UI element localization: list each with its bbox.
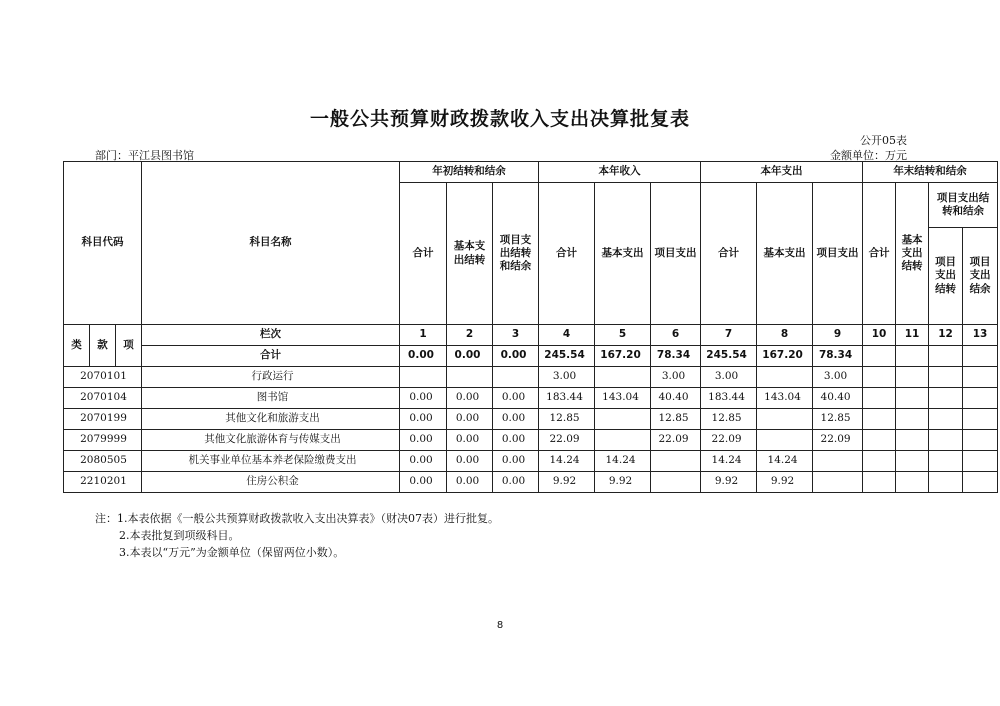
amount-cell: 0.00 xyxy=(493,388,539,409)
column-number: 2 xyxy=(447,325,493,346)
column-number: 7 xyxy=(701,325,757,346)
total-cell xyxy=(863,346,896,367)
amount-cell: 0.00 xyxy=(400,451,447,472)
amount-cell xyxy=(896,430,929,451)
amount-cell xyxy=(963,367,998,388)
amount-cell: 143.04 xyxy=(595,388,651,409)
amount-cell xyxy=(863,472,896,493)
amount-cell: 22.09 xyxy=(813,430,863,451)
amount-cell xyxy=(929,367,963,388)
amount-cell: 14.24 xyxy=(701,451,757,472)
subject-code-cell: 2210201 xyxy=(64,472,142,493)
subject-name-cell: 住房公积金 xyxy=(142,472,400,493)
subject-code-cell: 2070101 xyxy=(64,367,142,388)
amount-cell: 12.85 xyxy=(539,409,595,430)
amount-cell: 3.00 xyxy=(813,367,863,388)
amount-cell: 0.00 xyxy=(447,409,493,430)
amount-cell xyxy=(896,451,929,472)
amount-cell xyxy=(963,451,998,472)
column-number: 6 xyxy=(651,325,701,346)
table-row xyxy=(64,388,998,409)
column-number: 11 xyxy=(896,325,929,346)
total-cell: 167.20 xyxy=(757,346,813,367)
total-cell: 0.00 xyxy=(400,346,447,367)
amount-cell: 0.00 xyxy=(493,451,539,472)
amount-cell xyxy=(929,430,963,451)
total-cell: 78.34 xyxy=(651,346,701,367)
header-begin-total: 合计 xyxy=(400,183,447,325)
budget-table xyxy=(63,161,998,493)
amount-cell: 40.40 xyxy=(813,388,863,409)
note-line: 2.本表批复到项级科目。 xyxy=(119,529,240,542)
amount-cell: 3.00 xyxy=(701,367,757,388)
amount-cell: 0.00 xyxy=(493,472,539,493)
amount-cell xyxy=(929,388,963,409)
amount-cell xyxy=(929,409,963,430)
department-label: 部门：平江县图书馆 xyxy=(95,149,194,162)
header-income-basic: 基本支出 xyxy=(595,183,651,325)
amount-cell: 22.09 xyxy=(701,430,757,451)
amount-cell: 183.44 xyxy=(539,388,595,409)
total-cell xyxy=(896,346,929,367)
page-number: 8 xyxy=(496,620,504,631)
amount-cell: 143.04 xyxy=(757,388,813,409)
amount-cell xyxy=(863,388,896,409)
header-income-total: 合计 xyxy=(539,183,595,325)
amount-cell xyxy=(595,409,651,430)
subject-name-cell: 机关事业单位基本养老保险缴费支出 xyxy=(142,451,400,472)
subject-code-cell: 2079999 xyxy=(64,430,142,451)
amount-cell: 22.09 xyxy=(539,430,595,451)
amount-cell: 12.85 xyxy=(701,409,757,430)
amount-cell xyxy=(757,409,813,430)
amount-cell: 9.92 xyxy=(701,472,757,493)
amount-cell: 3.00 xyxy=(651,367,701,388)
subject-code-cell: 2070199 xyxy=(64,409,142,430)
amount-cell xyxy=(863,451,896,472)
header-end-project-carryover: 项目支出结转 xyxy=(929,228,963,325)
total-cell: 245.54 xyxy=(539,346,595,367)
amount-cell xyxy=(595,367,651,388)
amount-cell xyxy=(813,472,863,493)
table-row xyxy=(64,430,998,451)
header-expense-project: 项目支出 xyxy=(813,183,863,325)
table-row xyxy=(64,451,998,472)
amount-cell xyxy=(863,430,896,451)
column-index-label: 栏次 xyxy=(142,325,400,346)
amount-cell: 0.00 xyxy=(447,472,493,493)
header-subject-code: 科目代码 xyxy=(64,162,142,325)
amount-cell: 9.92 xyxy=(595,472,651,493)
column-number: 3 xyxy=(493,325,539,346)
amount-cell: 22.09 xyxy=(651,430,701,451)
form-number: 公开05表 xyxy=(860,134,907,147)
amount-cell: 9.92 xyxy=(539,472,595,493)
column-number: 9 xyxy=(813,325,863,346)
header-end-project-surplus: 项目支出结余 xyxy=(963,228,998,325)
amount-cell xyxy=(813,451,863,472)
amount-cell xyxy=(757,430,813,451)
column-number: 8 xyxy=(757,325,813,346)
amount-cell xyxy=(400,367,447,388)
amount-cell xyxy=(929,451,963,472)
header-end-project-group: 项目支出结转和结余 xyxy=(929,183,998,228)
amount-cell xyxy=(963,472,998,493)
column-number: 10 xyxy=(863,325,896,346)
column-number: 1 xyxy=(400,325,447,346)
total-cell: 0.00 xyxy=(493,346,539,367)
subject-code-cell: 2070104 xyxy=(64,388,142,409)
subject-name-cell: 其他文化旅游体育与传媒支出 xyxy=(142,430,400,451)
header-lei: 类 xyxy=(64,325,90,367)
notes xyxy=(95,510,499,561)
amount-cell xyxy=(963,430,998,451)
subject-name-cell: 其他文化和旅游支出 xyxy=(142,409,400,430)
amount-cell xyxy=(929,472,963,493)
amount-cell: 12.85 xyxy=(813,409,863,430)
header-begin-group: 年初结转和结余 xyxy=(400,162,539,183)
header-end-basic: 基本支出结转 xyxy=(896,183,929,325)
total-cell: 167.20 xyxy=(595,346,651,367)
header-expense-group: 本年支出 xyxy=(701,162,863,183)
total-cell xyxy=(929,346,963,367)
amount-cell: 14.24 xyxy=(539,451,595,472)
amount-cell xyxy=(896,388,929,409)
total-row-label: 合计 xyxy=(142,346,400,367)
table-row xyxy=(64,367,998,388)
header-expense-basic: 基本支出 xyxy=(757,183,813,325)
amount-cell xyxy=(963,409,998,430)
amount-cell: 12.85 xyxy=(651,409,701,430)
column-number: 4 xyxy=(539,325,595,346)
header-expense-total: 合计 xyxy=(701,183,757,325)
amount-cell: 0.00 xyxy=(400,388,447,409)
page-title: 一般公共预算财政拨款收入支出决算批复表 xyxy=(309,108,690,130)
amount-unit-label: 金额单位：万元 xyxy=(830,149,907,162)
amount-cell: 0.00 xyxy=(400,430,447,451)
header-kuan: 款 xyxy=(90,325,116,367)
amount-cell xyxy=(863,409,896,430)
total-cell: 78.34 xyxy=(813,346,863,367)
amount-cell: 0.00 xyxy=(493,409,539,430)
amount-cell xyxy=(963,388,998,409)
table-row xyxy=(64,472,998,493)
subject-name-cell: 行政运行 xyxy=(142,367,400,388)
total-cell: 0.00 xyxy=(447,346,493,367)
amount-cell: 0.00 xyxy=(447,451,493,472)
note-line: 3.本表以“万元”为金额单位（保留两位小数）。 xyxy=(119,546,345,559)
amount-cell xyxy=(896,409,929,430)
subject-code-cell: 2080505 xyxy=(64,451,142,472)
header-begin-basic: 基本支出结转 xyxy=(447,183,493,325)
table-row xyxy=(64,409,998,430)
column-number: 5 xyxy=(595,325,651,346)
amount-cell: 3.00 xyxy=(539,367,595,388)
header-end-total: 合计 xyxy=(863,183,896,325)
amount-cell xyxy=(447,367,493,388)
header-subject-name: 科目名称 xyxy=(142,162,400,325)
header-xiang: 项 xyxy=(116,325,142,367)
total-cell xyxy=(963,346,998,367)
amount-cell xyxy=(651,451,701,472)
amount-cell: 0.00 xyxy=(493,430,539,451)
amount-cell: 40.40 xyxy=(651,388,701,409)
total-row xyxy=(64,346,998,367)
amount-cell xyxy=(863,367,896,388)
data-rows xyxy=(64,367,998,493)
amount-cell: 183.44 xyxy=(701,388,757,409)
amount-cell: 0.00 xyxy=(400,472,447,493)
header-begin-project: 项目支出结转和结余 xyxy=(493,183,539,325)
amount-cell: 14.24 xyxy=(757,451,813,472)
header-income-project: 项目支出 xyxy=(651,183,701,325)
amount-cell xyxy=(896,367,929,388)
amount-cell xyxy=(493,367,539,388)
column-number: 13 xyxy=(963,325,998,346)
amount-cell xyxy=(595,430,651,451)
amount-cell: 0.00 xyxy=(447,388,493,409)
header-end-group: 年末结转和结余 xyxy=(863,162,998,183)
amount-cell: 0.00 xyxy=(400,409,447,430)
subject-name-cell: 图书馆 xyxy=(142,388,400,409)
amount-cell xyxy=(757,367,813,388)
amount-cell xyxy=(896,472,929,493)
column-number: 12 xyxy=(929,325,963,346)
total-cell: 245.54 xyxy=(701,346,757,367)
amount-cell: 0.00 xyxy=(447,430,493,451)
amount-cell: 14.24 xyxy=(595,451,651,472)
amount-cell xyxy=(651,472,701,493)
note-line: 注：1.本表依据《一般公共预算财政拨款收入支出决算表》（财决07表）进行批复。 xyxy=(95,512,499,525)
amount-cell: 9.92 xyxy=(757,472,813,493)
header-income-group: 本年收入 xyxy=(539,162,701,183)
